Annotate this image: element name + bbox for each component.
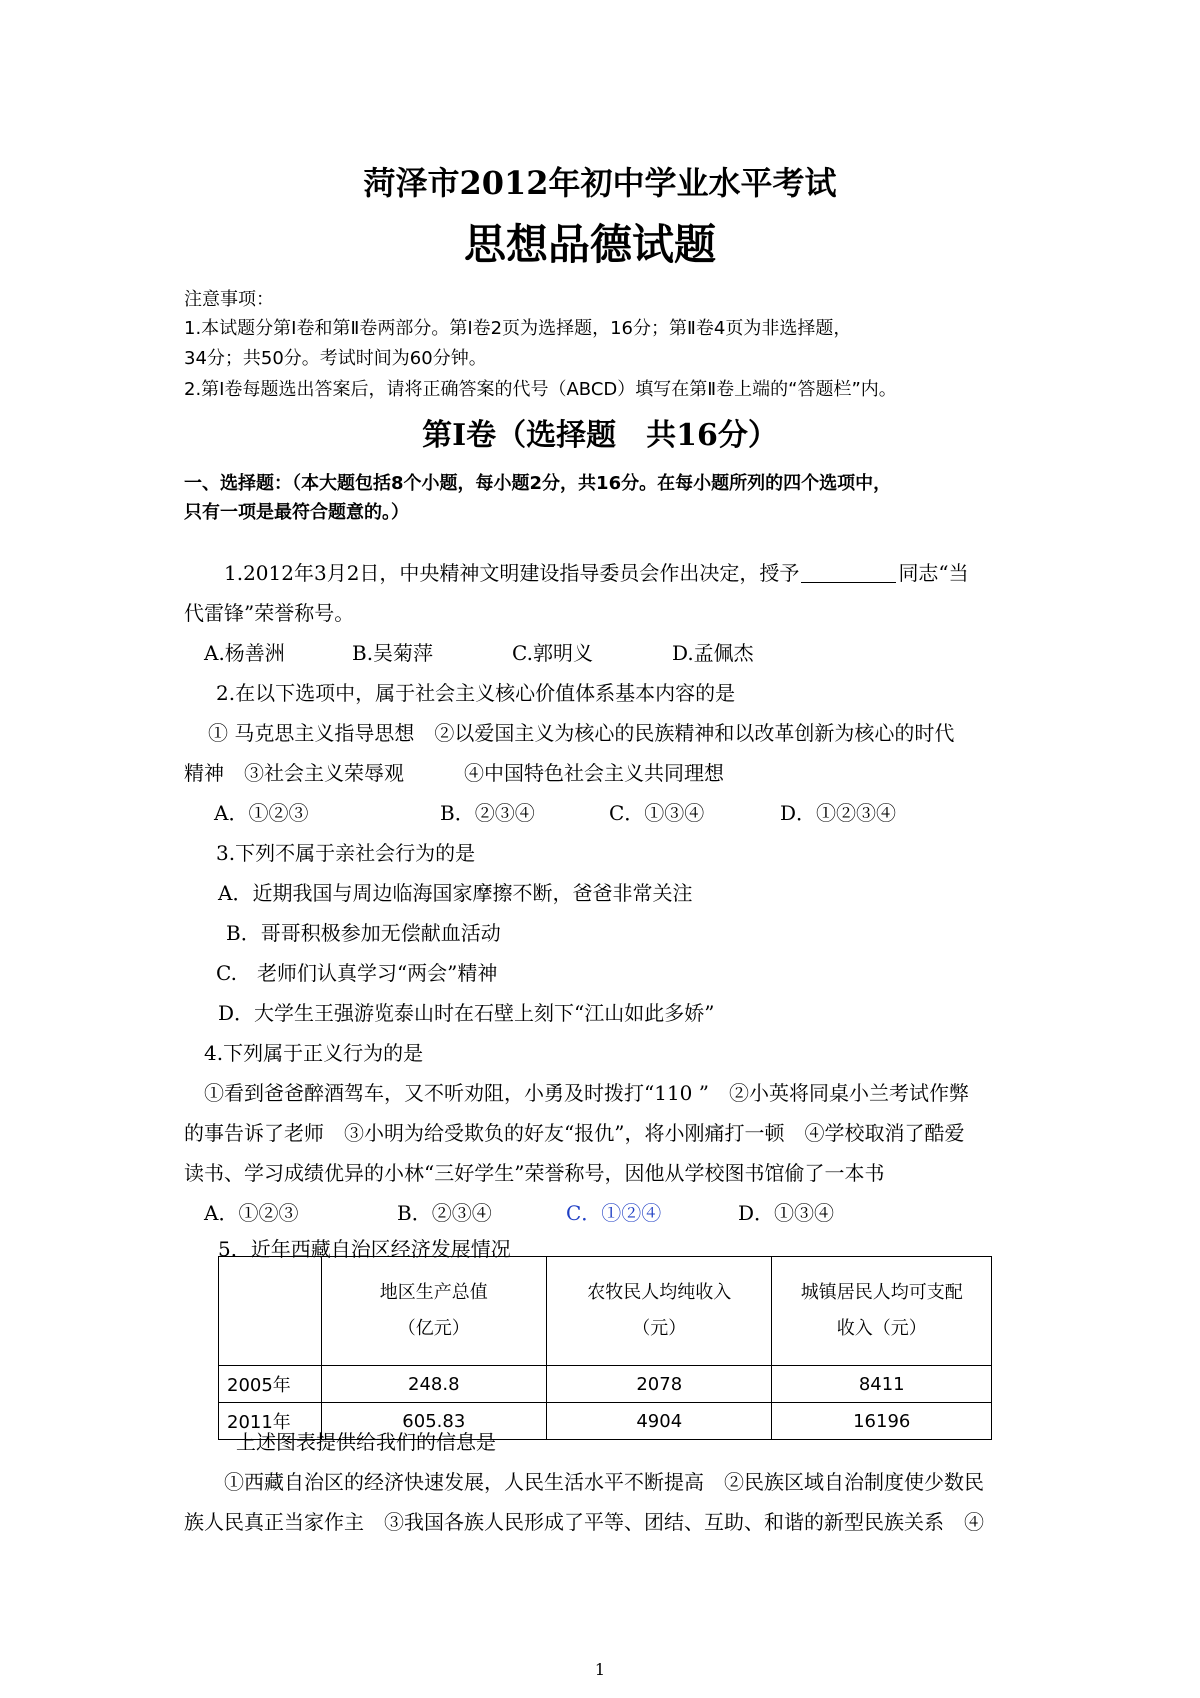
table-corner-cell [219,1257,322,1366]
question-2-option-d: D．①②③④ [780,801,897,825]
table-header-gdp [321,1257,547,1366]
table-header-row [219,1257,992,1366]
header-rural-line-2: （元） [632,1318,687,1339]
question-1-stem [224,557,969,586]
tibet-economy-table [218,1256,992,1440]
header-gdp-line-2: （亿元） [397,1318,470,1339]
header-urban-line-2: 收入（元） [836,1318,927,1339]
section-instructions-2: 只有一项是最符合题意的。） [184,502,409,523]
answer-blank [801,562,896,583]
question-3-option-c: C. 老师们认真学习“两会”精神 [216,961,498,985]
question-4-choices-line-1: ①看到爸爸醉酒驾车，又不听劝阻，小勇及时拨打“110 ” ②小英将同桌小兰考试作弊 [204,1081,969,1105]
header-gdp-line-1: 地区生产总值 [379,1282,488,1303]
question-3-option-d: D．大学生王强游览泰山时在石壁上刻下“江山如此多娇” [218,1001,715,1025]
question-4-choices-line-2: 的事告诉了老师 ③小明为给受欺负的好友“报仇”，将小刚痛打一顿 ④学校取消了酷爱 [184,1121,965,1145]
question-1-option-a: A.杨善洲 [204,641,285,665]
exam-title: 菏泽市2012年初中学业水平考试 [363,164,837,202]
question-1-stem-cont: 代雷锋”荣誉称号。 [184,601,355,625]
question-4-choices-line-3: 读书、学习成绩优异的小林“三好学生”荣誉称号，因他从学校图书馆偷了一本书 [184,1161,885,1185]
section-title: 第Ⅰ卷（选择题 共16分） [422,418,778,453]
question-4-option-a: A．①②③ [204,1201,299,1225]
row-urban-income: 8411 [772,1366,992,1403]
question-1-option-c: C.郭明义 [512,641,593,665]
question-3-stem: 3.下列不属于亲社会行为的是 [216,841,476,865]
question-5-choices-line-1: ①西藏自治区的经济快速发展，人民生活水平不断提高 ②民族区域自治制度使少数民 [224,1470,984,1494]
question-5-choices-line-2: 族人民真正当家作主 ③我国各族人民形成了平等、团结、互助、和谐的新型民族关系 ④ [184,1510,984,1534]
row-rural-income: 4904 [547,1403,772,1440]
table-header-urban-income [772,1257,992,1366]
question-2-option-a: A．①②③ [214,801,309,825]
row-urban-income: 16196 [772,1403,992,1440]
header-urban-line-1: 城镇居民人均可支配 [800,1282,963,1303]
question-5-prompt: 上述图表提供给我们的信息是 [236,1430,496,1454]
question-2-choices-line-1: ① 马克思主义指导思想 ②以爱国主义为核心的民族精神和以改革创新为核心的时代 [208,721,955,745]
notes-line-3: 2.第Ⅰ卷每题选出答案后，请将正确答案的代号（ABCD）填写在第Ⅱ卷上端的“答题栏”内。 [184,379,897,400]
row-year: 2005年 [219,1366,322,1403]
table-row [219,1366,992,1403]
table-header-rural-income [547,1257,772,1366]
question-2-option-c: C．①③④ [609,801,705,825]
notes-heading: 注意事项： [184,289,274,310]
row-year: 2011年 [219,1403,322,1440]
question-3-option-a: A．近期我国与周边临海国家摩擦不断，爸爸非常关注 [218,881,693,905]
row-gdp: 248.8 [321,1366,547,1403]
question-4-option-b: B．②③④ [397,1201,492,1225]
question-5-stem: 5．近年西藏自治区经济发展情况 [218,1237,511,1261]
question-1-text-b: 同志“当 [898,561,969,585]
notes-line-1: 1.本试题分第Ⅰ卷和第Ⅱ卷两部分。第Ⅰ卷2页为选择题，16分；第Ⅱ卷4页为非选择题， [184,318,852,339]
row-gdp: 605.83 [321,1403,547,1440]
exam-subject-title: 思想品德试题 [463,220,716,269]
question-4-option-c: C．①②④ [566,1201,662,1225]
question-3-option-b: B．哥哥积极参加无偿献血活动 [226,921,501,945]
header-rural-line-1: 农牧民人均纯收入 [587,1282,732,1303]
question-4-option-d: D．①③④ [738,1201,835,1225]
question-1-option-d: D.孟佩杰 [672,641,754,665]
notes-line-2: 34分；共50分。考试时间为60分钟。 [184,348,487,369]
question-1-text-a: 1.2012年3月2日，中央精神文明建设指导委员会作出决定，授予 [224,561,800,585]
page-number: 1 [594,1660,606,1679]
section-instructions-1: 一、选择题：（本大题包括8个小题，每小题2分，共16分。在每小题所列的四个选项中， [184,473,892,494]
row-rural-income: 2078 [547,1366,772,1403]
question-1-option-b: B.吴菊萍 [352,641,434,665]
question-2-stem: 2.在以下选项中，属于社会主义核心价值体系基本内容的是 [216,681,736,705]
question-2-choices-line-2: 精神 ③社会主义荣辱观 ④中国特色社会主义共同理想 [184,761,724,785]
question-2-option-b: B．②③④ [440,801,535,825]
question-4-stem: 4.下列属于正义行为的是 [204,1041,424,1065]
